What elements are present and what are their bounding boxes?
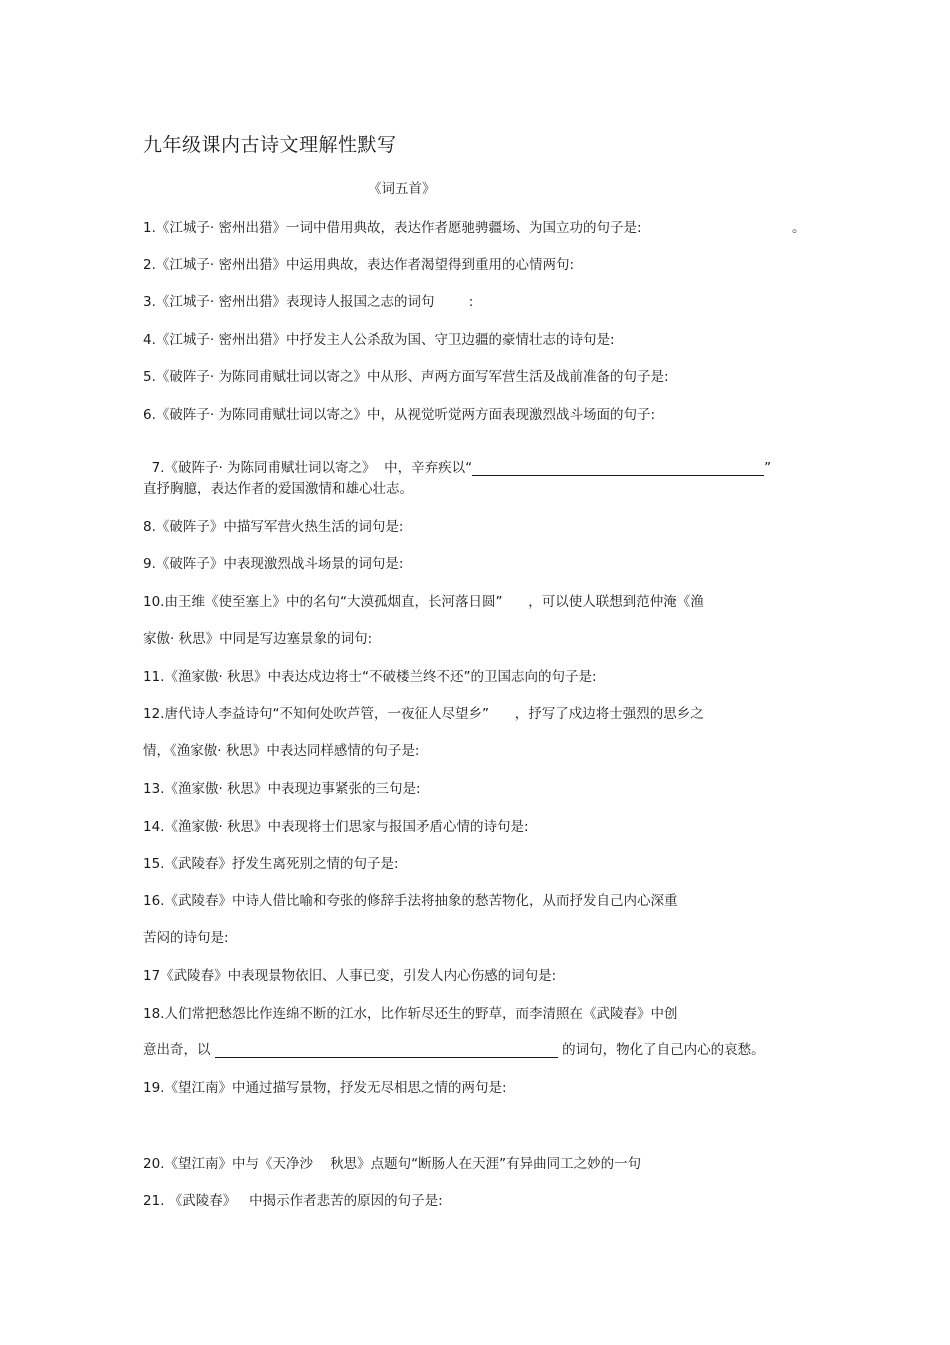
document-title: 九年级课内古诗文理解性默写	[143, 134, 397, 156]
question-18-line-1: 18.人们常把愁怨比作连绵不断的江水，比作斩尽还生的野草，而李清照在《武陵春》中创	[143, 1006, 678, 1022]
question-18-line-2	[143, 1038, 765, 1058]
question-1	[143, 216, 642, 236]
question-14: 14.《渔家傲· 秋思》中表现将士们思家与报国矛盾心情的诗句是:	[143, 819, 529, 835]
question-16-line-2: 苦闷的诗句是:	[143, 930, 229, 946]
question-2: 2.《江城子· 密州出猎》中运用典故，表达作者渴望得到重用的心情两句:	[143, 257, 575, 273]
question-10-line-2: 家傲· 秋思》中同是写边塞景象的词句:	[143, 631, 373, 647]
question-12-line-2: 情，《渔家傲· 秋思》中表达同样感情的句子是:	[143, 743, 420, 759]
question-4: 4.《江城子· 密州出猎》中抒发主人公杀敌为国、守卫边疆的豪情壮志的诗句是:	[143, 332, 615, 348]
question-7-text: 7.《破阵子· 为陈同甫赋壮词以寄之》 中，辛弃疾以“	[151, 460, 473, 476]
question-15: 15.《武陵春》抒发生离死别之情的句子是:	[143, 856, 399, 872]
question-12-line-1: 12.唐代诗人李益诗句“不知何处吹芦管，一夜征人尽望乡” ，抒写了戍边将士强烈的思乡之	[143, 706, 704, 722]
question-18-text-end: 的词句，物化了自己内心的哀愁。	[562, 1042, 765, 1058]
question-1-end-mark: 。	[792, 220, 806, 236]
question-19: 19.《望江南》中通过描写景物，抒发无尽相思之情的两句是:	[143, 1080, 507, 1096]
question-7-line-2: 直抒胸臆，表达作者的爱国激情和雄心壮志。	[143, 481, 413, 497]
question-6: 6.《破阵子· 为陈同甫赋壮词以寄之》中，从视觉听觉两方面表现激烈战斗场面的句子:	[143, 407, 656, 423]
question-17: 17《武陵春》中表现景物依旧、人事已变，引发人内心伤感的词句是:	[143, 968, 557, 984]
question-5: 5.《破阵子· 为陈同甫赋壮词以寄之》中从形、声两方面写军营生活及战前准备的句子是:	[143, 369, 669, 385]
question-21: 21. 《武陵春》 中揭示作者悲苦的原因的句子是:	[143, 1193, 443, 1209]
question-3: 3.《江城子· 密州出猎》表现诗人报国之志的词句 :	[143, 294, 474, 310]
answer-blank[interactable]	[215, 1042, 558, 1058]
question-1-text: 1.《江城子· 密州出猎》一词中借用典故，表达作者愿驰骋疆场、为国立功的句子是:	[143, 220, 642, 236]
question-7-close-quote: ”	[764, 460, 772, 476]
question-18-text: 意出奇，以	[143, 1042, 211, 1058]
section-subtitle: 《词五首》	[368, 181, 436, 197]
question-13: 13.《渔家傲· 秋思》中表现边事紧张的三句是:	[143, 781, 421, 797]
answer-blank[interactable]	[472, 460, 764, 476]
question-7-line-1	[143, 440, 771, 476]
question-16-line-1: 16.《武陵春》中诗人借比喻和夸张的修辞手法将抽象的愁苦物化，从而抒发自己内心深重	[143, 893, 678, 909]
question-9: 9.《破阵子》中表现激烈战斗场景的词句是:	[143, 556, 404, 572]
question-10-line-1: 10.由王维《使至塞上》中的名句“大漠孤烟直，长河落日圆” ，可以使人联想到范仲淹《渔	[143, 594, 704, 610]
question-20: 20.《望江南》中与《天净沙 秋思》点题句“断肠人在天涯”有异曲同工之妙的一句	[143, 1156, 642, 1172]
question-8: 8.《破阵子》中描写军营火热生活的词句是:	[143, 519, 404, 535]
question-11: 11.《渔家傲· 秋思》中表达戍边将士“不破楼兰终不还”的卫国志向的句子是:	[143, 669, 597, 685]
